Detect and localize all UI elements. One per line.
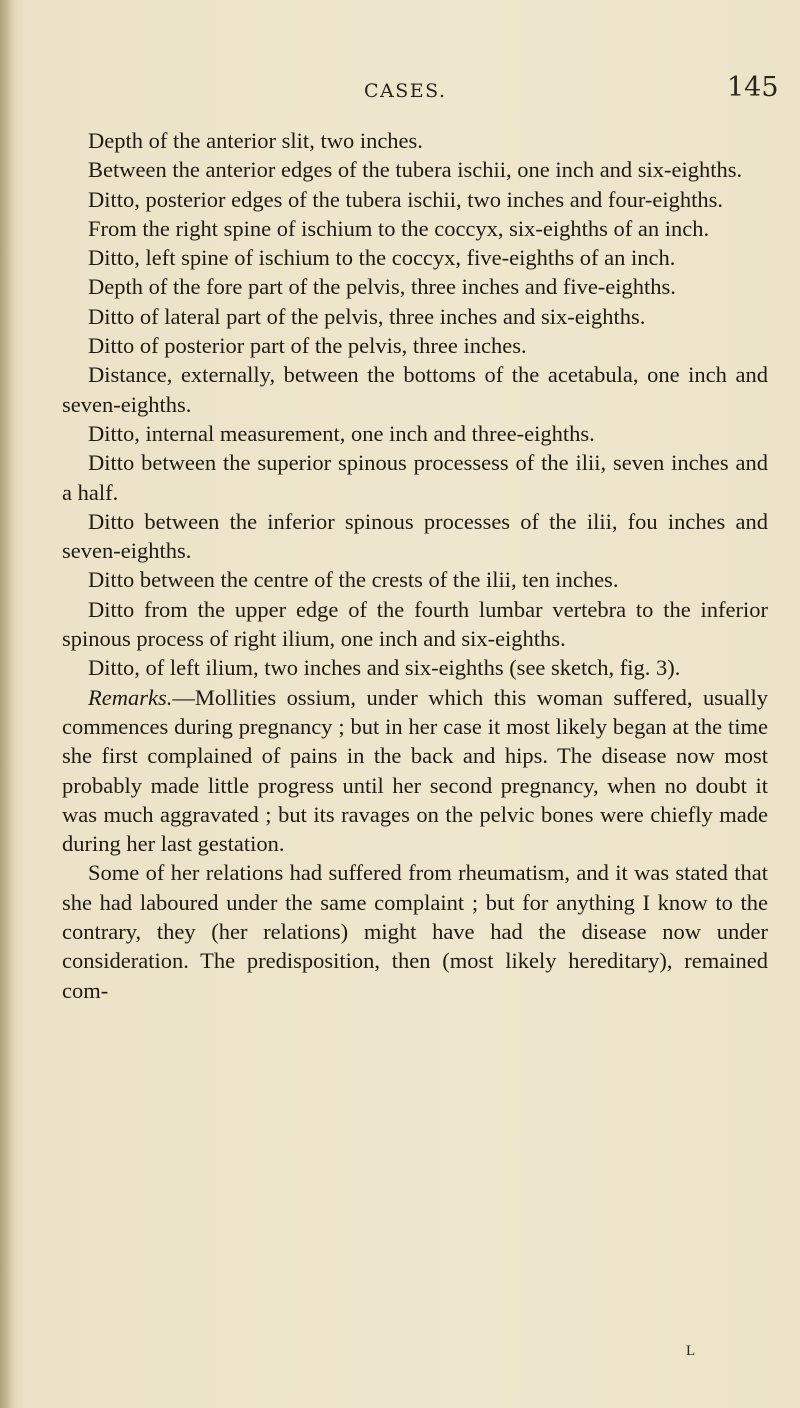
measurement-paragraph: Ditto between the inferior spinous processes of the ilii, fou inches and seven-eighths. [62, 508, 768, 564]
measurement-paragraph: Ditto of posterior part of the pelvis, three inches. [88, 333, 527, 359]
remarks-text: —Mollities ossium, under which this woman suffered, usually commences during pregnancy ; but in her case it most likely began at the time she first complained of pains in the back and hips. The disease now most probably made little progress until her second pregnancy, when no doubt it was much aggravated ; but its ravages on the pelvic bones were chiefly made during her last gestation. [62, 684, 768, 857]
measurement-paragraph: Ditto, of left ilium, two inches and six-eighths (see sketch, fig. 3). [88, 655, 681, 681]
signature-mark: L [686, 1343, 696, 1359]
measurement-paragraph: Ditto from the upper edge of the fourth lumbar vertebra to the inferior spinous process of right ilium, one inch and six-eighths. [62, 596, 768, 652]
measurement-paragraph: Ditto between the centre of the crests of the ilii, ten inches. [88, 567, 619, 593]
remarks-paragraph [62, 683, 768, 859]
measurement-paragraph: Ditto of lateral part of the pelvis, three inches and six-eighths. [88, 303, 646, 329]
measurement-paragraph: Ditto, posterior edges of the tubera ischii, two inches and four-eighths. [88, 186, 724, 212]
measurement-paragraph: Ditto, internal measurement, one inch and three-eighths. [88, 420, 595, 446]
binding-shadow [0, 0, 14, 1408]
running-head [0, 72, 800, 108]
closing-paragraph: Some of her relations had suffered from rheumatism, and it was stated that she had laboured under the same complaint ; but for anything I know to the contrary, they (her relations) might have had the disease now under consideration. The predisposition, then (most likely hereditary), remained com- [62, 860, 768, 1003]
remarks-label: Remarks. [88, 684, 173, 710]
measurement-paragraph: Distance, externally, between the bottoms of the acetabula, one inch and seven-eighths. [62, 362, 768, 417]
measurement-paragraph: Between the anterior edges of the tubera ischii, one inch and six-eighths. [88, 157, 743, 183]
measurement-paragraph: Ditto, left spine of ischium to the coccyx, five-eighths of an inch. [88, 245, 676, 271]
measurement-paragraph: From the right spine of ischium to the coccyx, six-eighths of an inch. [88, 215, 710, 241]
running-title: CASES. [364, 80, 447, 102]
measurement-paragraph: Depth of the fore part of the pelvis, three inches and five-eighths. [88, 274, 676, 300]
body-text [62, 126, 768, 1005]
measurement-paragraph: Ditto between the superior spinous processess of the ilii, seven inches and a half. [62, 450, 768, 505]
page-number: 145 [727, 72, 779, 103]
measurement-paragraph: Depth of the anterior slit, two inches. [88, 128, 423, 153]
